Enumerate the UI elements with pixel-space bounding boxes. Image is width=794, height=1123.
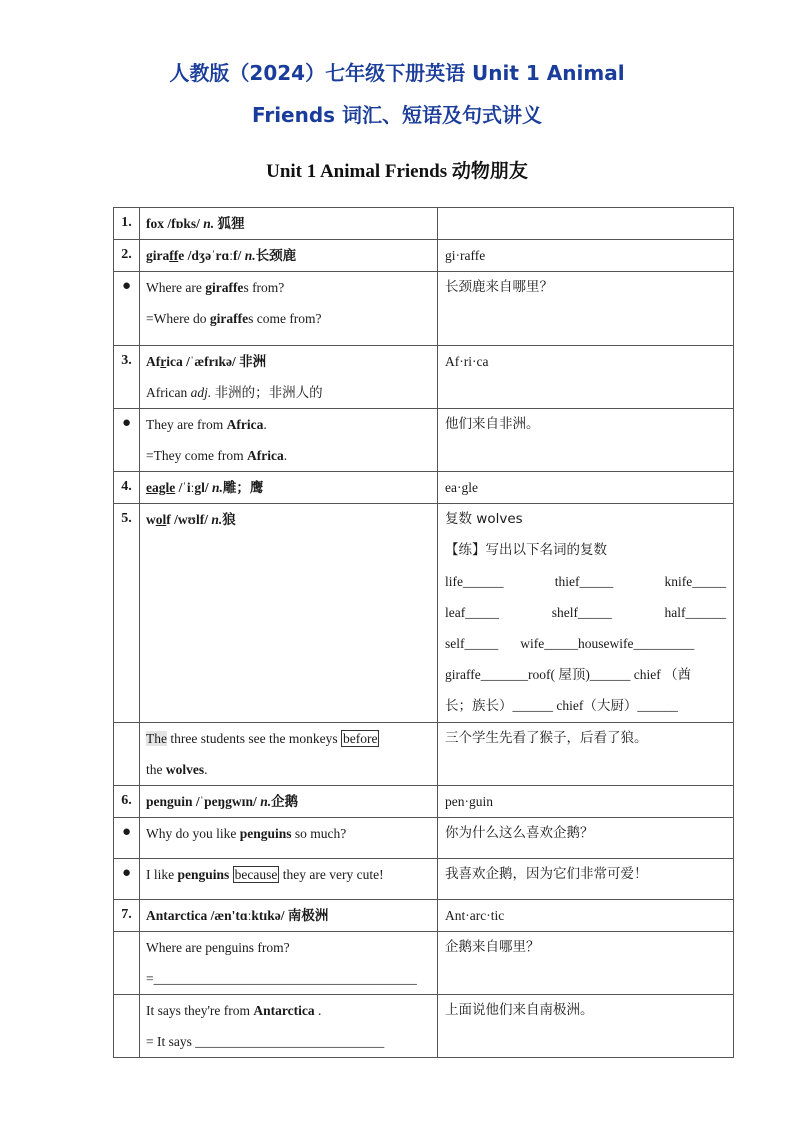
document-title-line-1: 人教版（2024）七年级下册英语 Unit 1 Animal — [169, 61, 625, 85]
vocab-entry: eagle /ˈiːgl/ n.雕；鹰 — [140, 472, 438, 504]
row-number: 2. — [114, 240, 140, 272]
example-sentence: I like penguins because they are very cute! — [140, 859, 438, 900]
exercise-row: life______ thief_____ knife_____ — [445, 574, 726, 589]
bullet: ● — [114, 272, 140, 346]
row-number: 1. — [114, 208, 140, 240]
translation-cell: 上面说他们来自南极洲。 — [438, 995, 734, 1058]
table-row — [114, 932, 734, 995]
vocab-entry: Antarctica /æn'tɑːktɪkə/ 南极洲 — [140, 900, 438, 932]
empty-cell — [114, 995, 140, 1058]
notes-cell — [438, 208, 734, 240]
row-number: 6. — [114, 786, 140, 818]
document-title-line-2: Friends 词汇、短语及句式讲义 — [251, 103, 543, 127]
vocab-entry: fox /fɒks/ n. 狐狸 — [140, 208, 438, 240]
example-sentence: Where are penguins from? =_______________________________________ — [140, 932, 438, 995]
empty-cell — [114, 723, 140, 786]
table-row — [114, 818, 734, 859]
translation-cell: 长颈鹿来自哪里？ — [438, 272, 734, 346]
vocab-entry: wolf /wʊlf/ n.狼 — [140, 504, 438, 723]
table-row — [114, 786, 734, 818]
fill-in-blank[interactable]: = It says ____________________________ — [146, 1034, 385, 1049]
table-row — [114, 208, 734, 240]
syllable-cell: Af·ri·ca — [438, 346, 734, 409]
example-sentence: It says they're from Antarctica . = It says ____________________________ — [140, 995, 438, 1058]
vocab-entry: penguin /ˈpeŋgwɪn/ n.企鹅 — [140, 786, 438, 818]
exercise-row: leaf_____ shelf_____ half______ — [445, 605, 726, 620]
exercise-row: 长；族长）______ chief（大厨）______ — [445, 698, 678, 713]
example-sentence: Where are giraffes from? =Where do giraffes come from? — [140, 272, 438, 346]
vocab-entry: Africa /ˈæfrɪkə/ 非洲 African adj. 非洲的；非洲人的 — [140, 346, 438, 409]
table-row — [114, 859, 734, 900]
translation-cell: 你为什么这么喜欢企鹅？ — [438, 818, 734, 859]
vocab-entry: giraffe /dʒəˈrɑːf/ n.长颈鹿 — [140, 240, 438, 272]
syllable-cell: gi·raffe — [438, 240, 734, 272]
bullet: ● — [114, 409, 140, 472]
translation-cell: 他们来自非洲。 — [438, 409, 734, 472]
vocabulary-table — [113, 207, 734, 1058]
row-number: 5. — [114, 504, 140, 723]
syllable-cell: pen·guin — [438, 786, 734, 818]
example-sentence: They are from Africa. =They come from Africa. — [140, 409, 438, 472]
fill-in-blank[interactable]: =_______________________________________ — [146, 971, 417, 986]
table-row — [114, 723, 734, 786]
example-sentence: Why do you like penguins so much? — [140, 818, 438, 859]
syllable-cell: ea·gle — [438, 472, 734, 504]
exercise-row: giraffe_______roof( 屋顶)______ chief （酋 — [445, 667, 692, 682]
table-row — [114, 272, 734, 346]
table-row — [114, 504, 734, 723]
empty-cell — [114, 932, 140, 995]
translation-cell: 我喜欢企鹅，因为它们非常可爱！ — [438, 859, 734, 900]
exercise-row: self_____ wife_____housewife_________ — [445, 636, 695, 651]
table-row — [114, 472, 734, 504]
translation-cell: 三个学生先看了猴子，后看了狼。 — [438, 723, 734, 786]
row-number: 3. — [114, 346, 140, 409]
row-number: 7. — [114, 900, 140, 932]
bullet: ● — [114, 859, 140, 900]
table-row — [114, 995, 734, 1058]
plural-exercise-cell: 复数 wolves 【练】写出以下名词的复数 life______ thief_____ knife_____ leaf_____ shelf_____ half______ self_____ wife_____housewife_________ giraffe_______roof( 屋顶)______ chief （酋 长；族长）______ chief（大厨）______ — [438, 504, 734, 723]
table-row — [114, 240, 734, 272]
table-row — [114, 409, 734, 472]
syllable-cell: Ant·arc·tic — [438, 900, 734, 932]
table-row — [114, 346, 734, 409]
unit-subtitle: Unit 1 Animal Friends 动物朋友 — [266, 161, 528, 182]
bullet: ● — [114, 818, 140, 859]
example-sentence: The three students see the monkeys before the wolves. — [140, 723, 438, 786]
table-row — [114, 900, 734, 932]
row-number: 4. — [114, 472, 140, 504]
translation-cell: 企鹅来自哪里？ — [438, 932, 734, 995]
